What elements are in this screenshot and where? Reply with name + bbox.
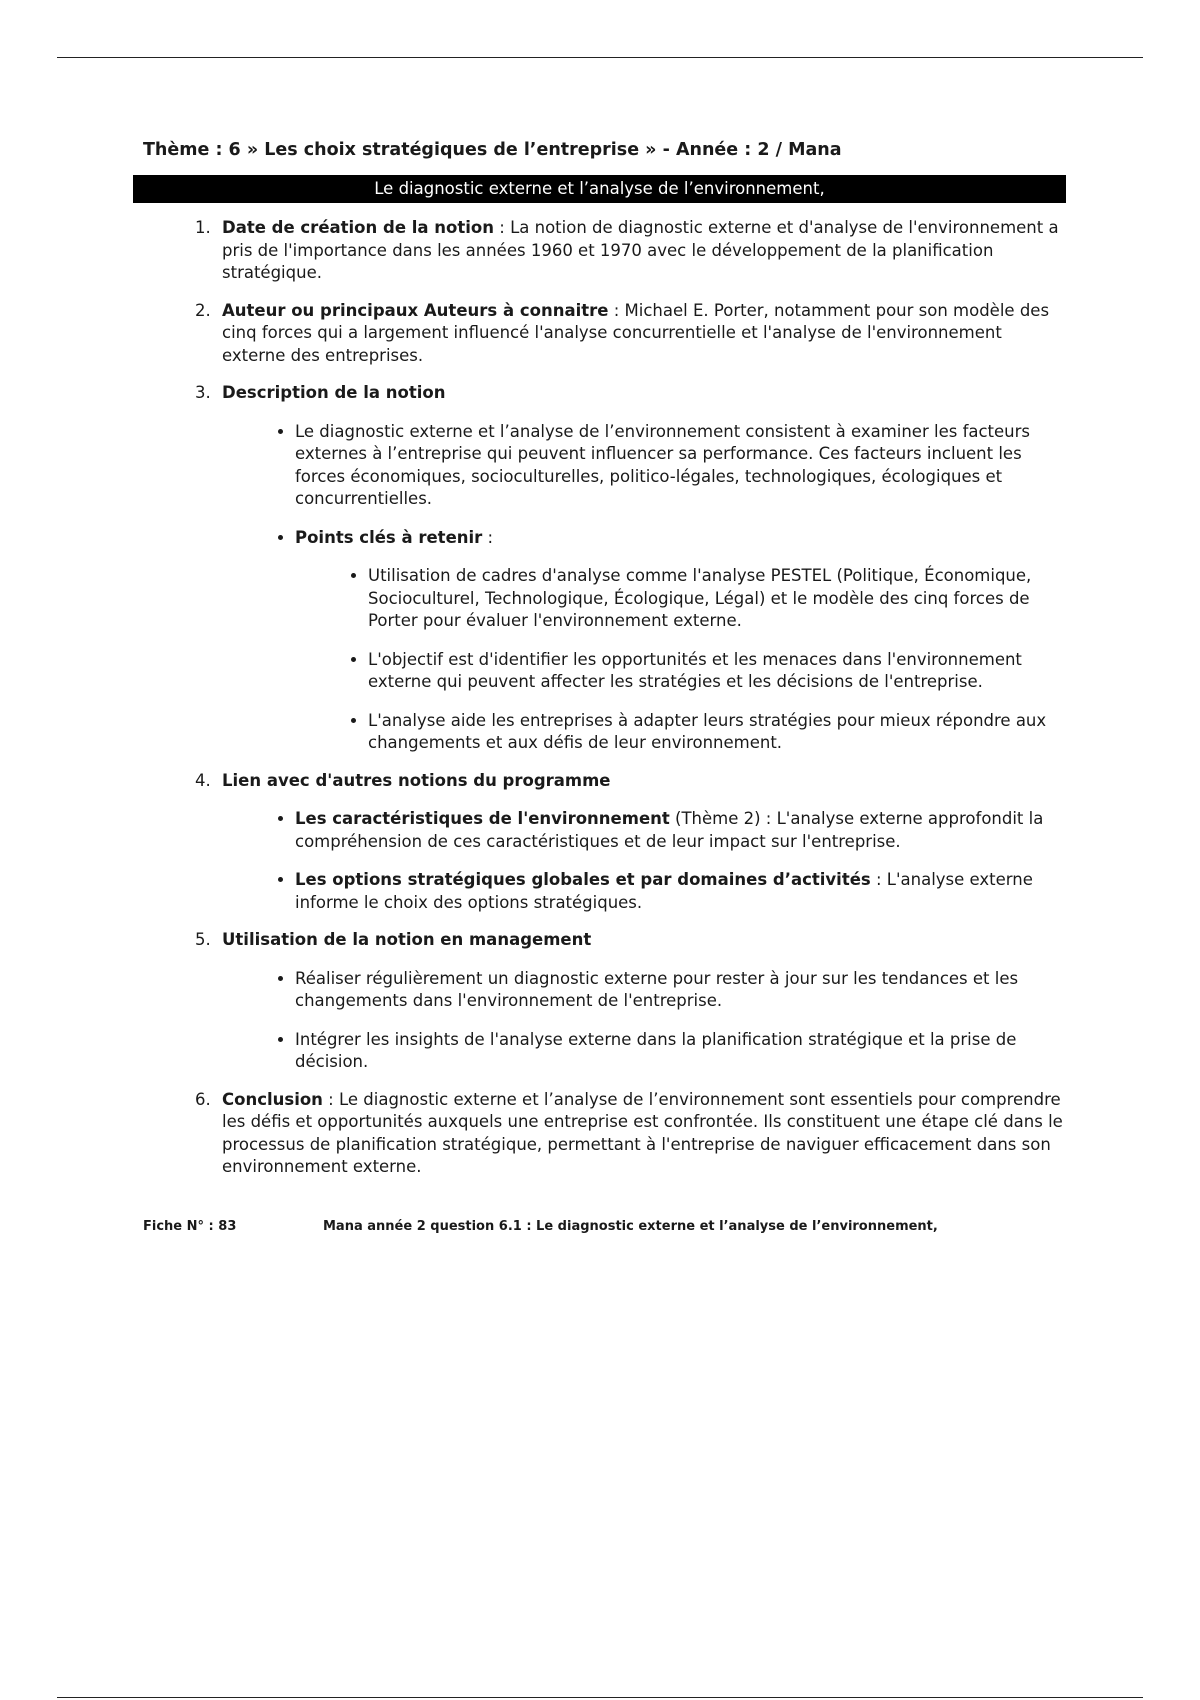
section-label: Date de création de la notion <box>222 218 495 237</box>
fiche-number: Fiche N° : 83 <box>143 1218 237 1234</box>
section-management-use <box>216 929 1068 1074</box>
section-text: : La notion de diagnostic externe et d'analyse de l'environnement a pris de l'importance dans les années 1960 et 1970 avec le développement de la planification stratégique. <box>222 218 1059 282</box>
links-list <box>222 808 1068 914</box>
list-item: • L'objectif est d'identifier les opportunités et les menaces dans l'environnement externe qui peuvent affecter les stratégies et les décisions de l'entreprise. <box>368 649 1068 694</box>
section-text: : Michael E. Porter, notamment pour son modèle des cinq forces qui a largement influencé l'analyse concurrentielle et l'analyse de l'environnement externe des entreprises. <box>222 300 1050 365</box>
item-label: Les caractéristiques de l'environnement <box>295 809 670 828</box>
document-body <box>143 140 1068 1234</box>
section-authors <box>216 300 1068 368</box>
list-item: • L'analyse aide les entreprises à adapter leurs stratégies pour mieux répondre aux changements et aux défis de leur environnement. <box>368 710 1068 755</box>
fiche-reference: Mana année 2 question 6.1 : Le diagnostic externe et l’analyse de l’environnement, <box>323 1218 938 1234</box>
section-links <box>216 770 1068 915</box>
item-text: (Thème 2) : L'analyse externe approfondit la compréhension de ces caractéristiques et de leur impact sur l'entreprise. <box>295 809 1044 851</box>
section-label: Utilisation de la notion en management <box>222 930 592 949</box>
section-label: Auteur ou principaux Auteurs à connaitre <box>222 300 609 320</box>
theme-heading: Thème : 6 » Les choix stratégiques de l’entreprise » - Année : 2 / Mana <box>143 140 842 160</box>
description-list <box>222 421 1068 755</box>
section-creation-date <box>216 217 1068 285</box>
notion-sections <box>143 217 1068 1179</box>
notion-title-banner: Le diagnostic externe et l’analyse de l’environnement, <box>133 175 1066 203</box>
item-text: : L'analyse externe informe le choix des options stratégiques. <box>295 870 1033 912</box>
section-conclusion <box>216 1089 1068 1179</box>
bottom-rule <box>57 1697 1143 1698</box>
list-item <box>295 869 1068 914</box>
list-item: • Le diagnostic externe et l’analyse de l’environnement consistent à examiner les facteurs externes à l’entreprise qui peuvent influencer sa performance. Ces facteurs incluent les forces économiques, socioculturelles, politico-légales, technologiques, écologiques et concurrentielles. <box>295 421 1068 511</box>
section-label: Description de la notion <box>222 383 446 402</box>
list-item: • Utilisation de cadres d'analyse comme l'analyse PESTEL (Politique, Économique, Socioculturel, Technologique, Écologique, Légal) et le modèle des cinq forces de Porter pour évaluer l'environnement externe. <box>368 565 1068 633</box>
key-points-suffix: : <box>482 527 494 547</box>
list-item: • Intégrer les insights de l'analyse externe dans la planification stratégique et la prise de décision. <box>295 1029 1068 1074</box>
key-points <box>295 527 1068 755</box>
key-points-label: Points clés à retenir <box>295 527 483 547</box>
list-item <box>295 808 1068 853</box>
section-label: Lien avec d'autres notions du programme <box>222 770 611 790</box>
list-item: • Réaliser régulièrement un diagnostic externe pour rester à jour sur les tendances et les changements dans l'environnement de l'entreprise. <box>295 968 1068 1013</box>
page-footer <box>143 1219 1068 1234</box>
item-label: Les options stratégiques globales et par domaines d’activités <box>295 870 871 889</box>
management-list <box>222 968 1068 1074</box>
section-description <box>216 382 1068 755</box>
key-points-list <box>295 565 1068 755</box>
top-rule <box>57 57 1143 58</box>
section-text: : Le diagnostic externe et l’analyse de l’environnement sont essentiels pour comprendre les défis et opportunités auxquels une entreprise est confrontée. Ils constituent une étape clé dans le processus de planification stratégique, permettant à l'entreprise de naviguer efficacement dans son environnement externe. <box>222 1089 1063 1176</box>
section-label: Conclusion <box>222 1089 323 1109</box>
